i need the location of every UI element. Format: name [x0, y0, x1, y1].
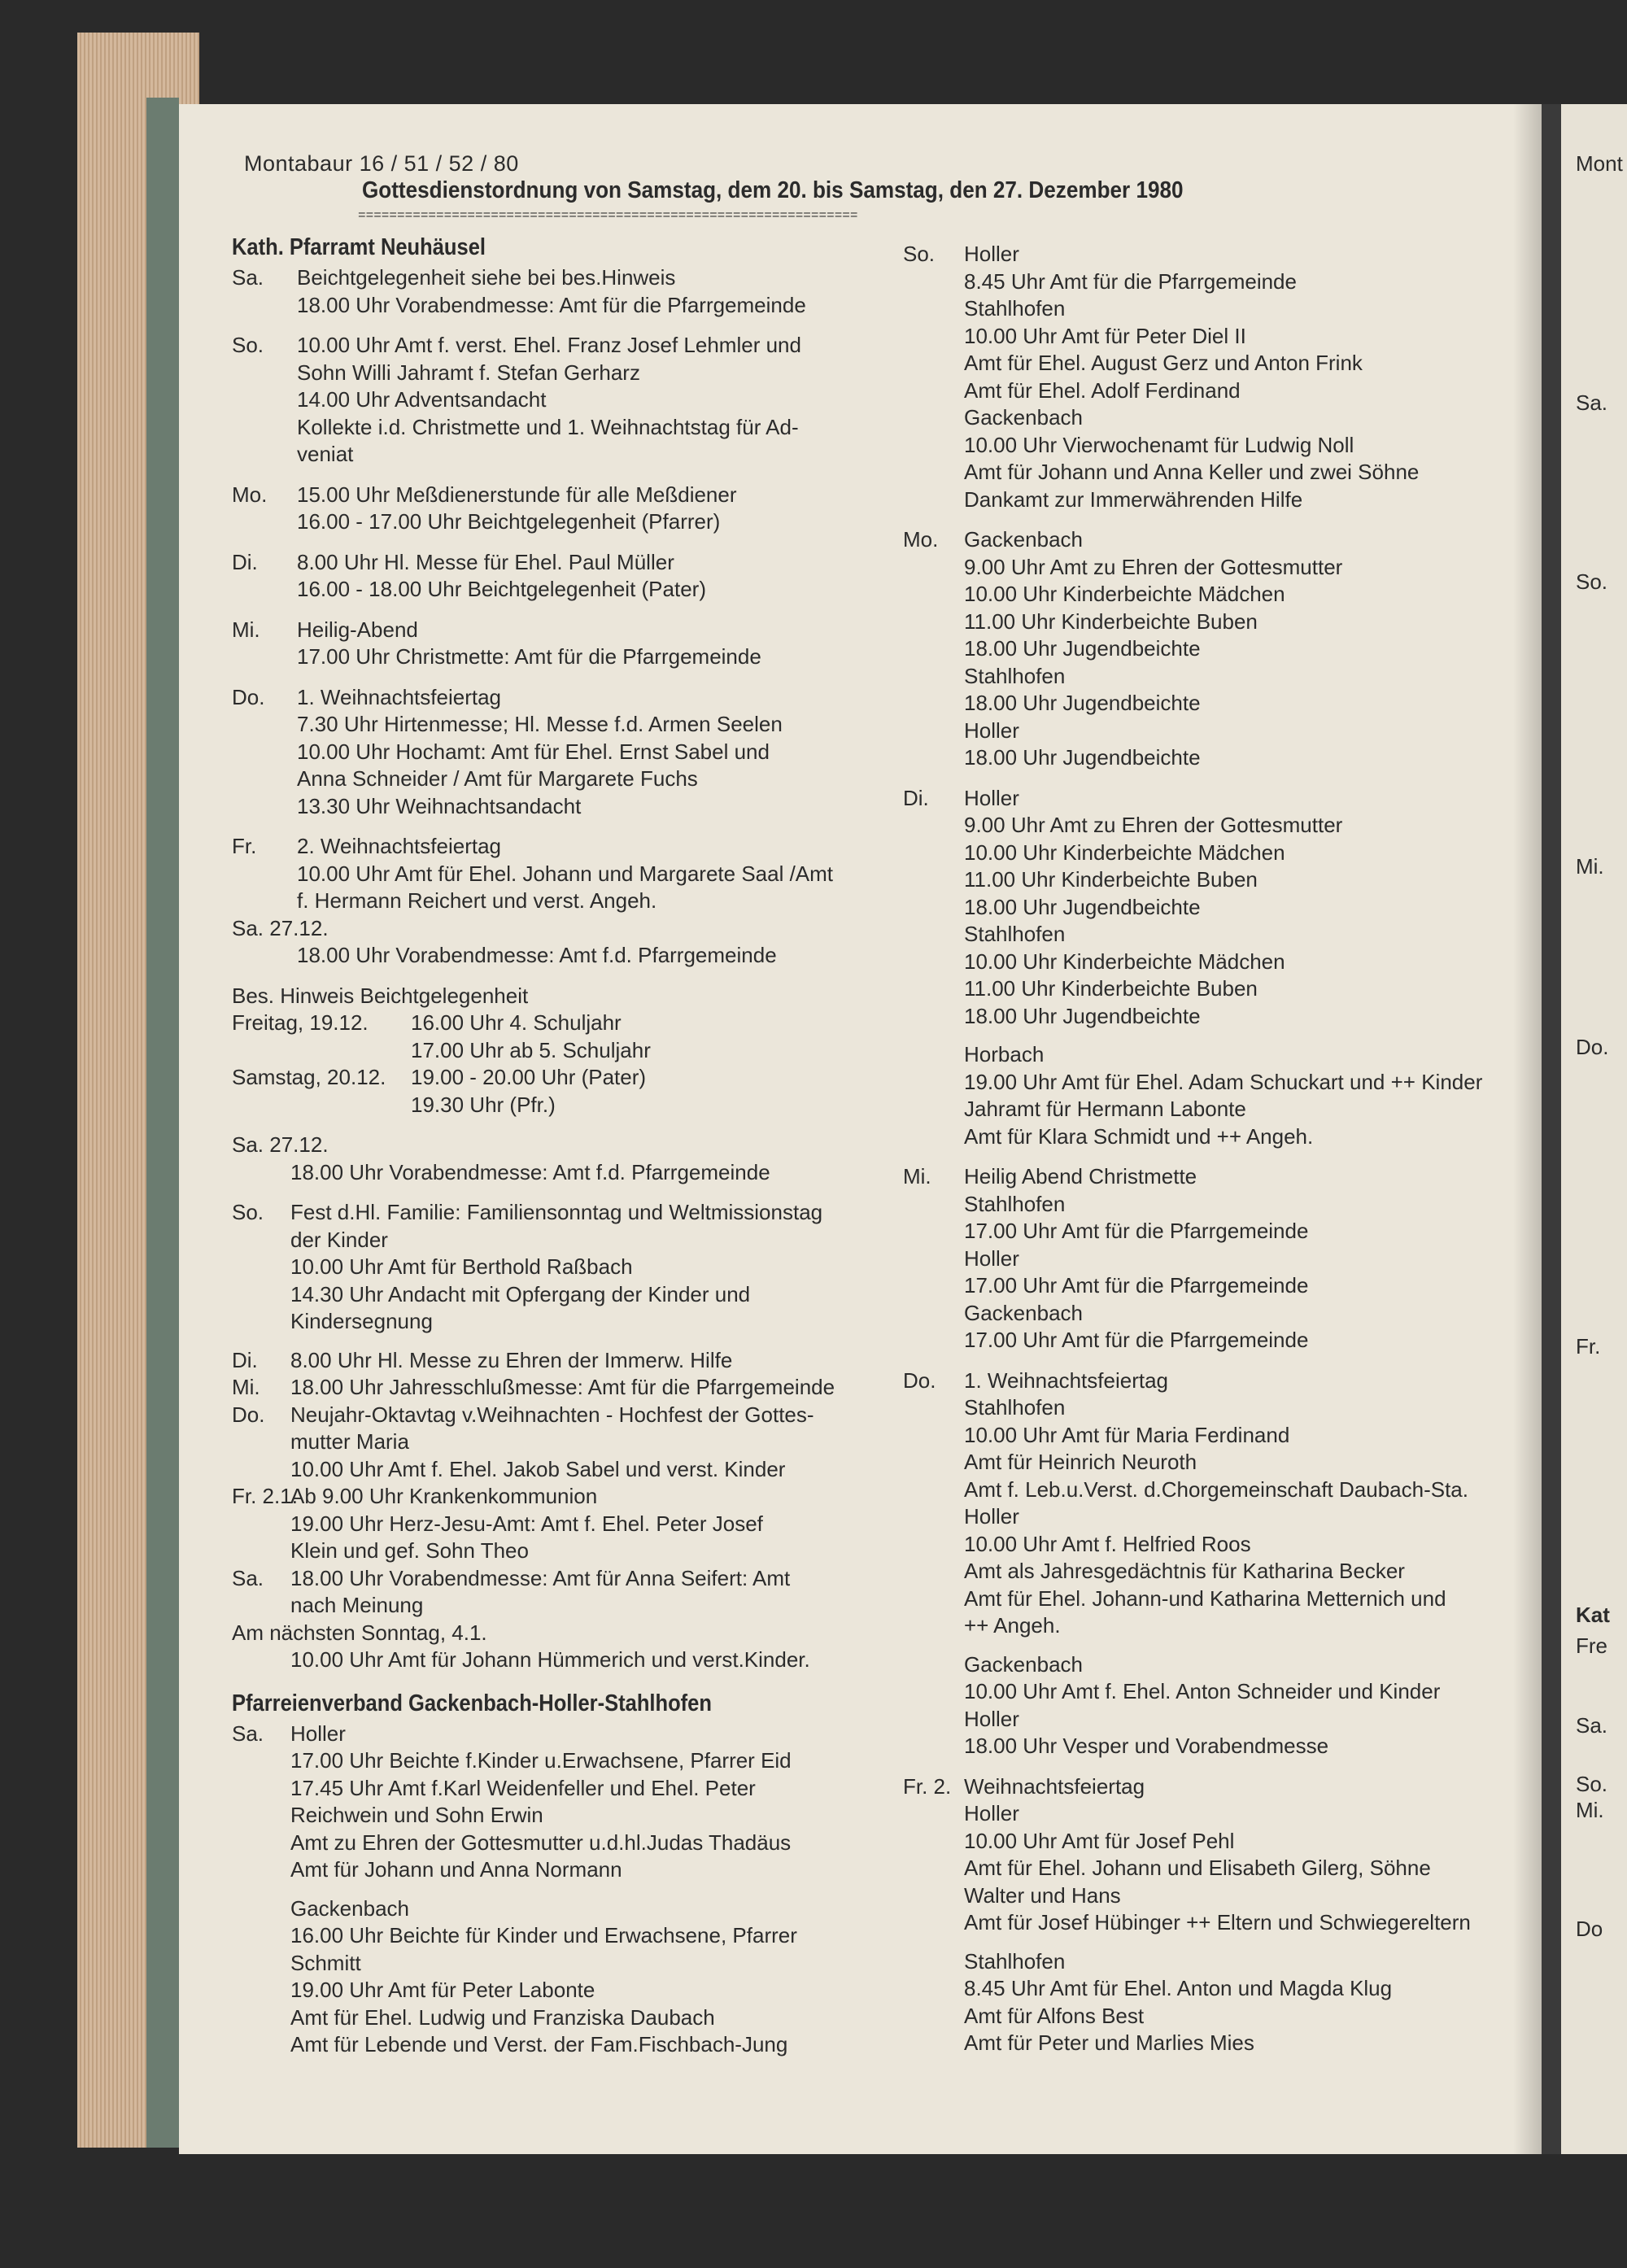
schedule-line: 1. Weihnachtsfeiertag — [964, 1367, 1168, 1393]
entry-lines — [964, 241, 1546, 513]
schedule-line: 15.00 Uhr Meßdienerstunde für alle Meßdiener — [297, 482, 737, 507]
day-label: Fr. — [232, 834, 257, 858]
schedule-line: 10.00 Uhr Amt für Ehel. Johann und Margarete Saal /Amt — [297, 861, 834, 886]
schedule-line: 7.30 Uhr Hirtenmesse; Hl. Messe f.d. Armen Seelen — [297, 712, 783, 736]
schedule-entry — [903, 785, 1546, 1151]
next-page-fragment: Fre — [1576, 1633, 1607, 1658]
schedule-line: Amt als Jahresgedächtnis für Katharina Becker — [964, 1559, 1405, 1583]
schedule-line: Holler — [964, 1245, 1019, 1271]
schedule-line: Amt für Ehel. August Gerz und Anton Frink — [964, 351, 1363, 375]
day-label: Sa. — [232, 265, 264, 290]
schedule-line: Amt für Lebende und Verst. der Fam.Fischbach-Jung — [290, 2032, 788, 2056]
schedule-line: Stahlhofen — [964, 1395, 1066, 1420]
day-label: Di. — [232, 549, 258, 574]
block-gap — [964, 1640, 1546, 1651]
schedule-line: Amt für Ehel. Johann-und Katharina Metternich und — [964, 1585, 1446, 1611]
schedule-line: Amt f. Leb.u.Verst. d.Chorgemeinschaft Daubach-Sta. — [964, 1476, 1468, 1502]
schedule-line: 18.00 Uhr Jugendbeichte — [964, 1003, 1201, 1028]
schedule-line: f. Hermann Reichert und verst. Angeh. — [297, 888, 657, 913]
schedule-entry — [232, 1199, 899, 1336]
schedule-line: 18.00 Uhr Vorabendmesse: Amt für Anna Seifert: Amt — [290, 1565, 791, 1590]
schedule-line: Amt für Johann und Anna Keller und zwei Söhne — [964, 460, 1420, 484]
schedule-line: Heilig-Abend — [297, 617, 418, 642]
schedule-line: 16.00 Uhr Beichte für Kinder und Erwachsene, Pfarrer — [290, 1923, 797, 1947]
schedule-line: Holler — [964, 1706, 1019, 1731]
schedule-line: Kindersegnung — [290, 1309, 433, 1333]
entry-lines — [297, 617, 899, 671]
schedule-line: 10.00 Uhr Amt für Maria Ferdinand — [964, 1422, 1290, 1447]
schedule-line: 10.00 Uhr Amt f. verst. Ehel. Franz Josef Lehmler und — [297, 333, 801, 357]
notice-label — [232, 1092, 411, 1119]
section-heading-pfarreienverband: Pfarreienverband Gackenbach-Holler-Stahlhofen — [232, 1690, 712, 1716]
notice-row — [232, 1064, 899, 1092]
next-page-fragment: Sa. — [1576, 1713, 1608, 1738]
schedule-line: 10.00 Uhr Vierwochenamt für Ludwig Noll — [964, 432, 1354, 457]
schedule-entry — [232, 1159, 899, 1187]
entry-lines — [297, 264, 899, 319]
entry-lines — [290, 1374, 899, 1402]
schedule-line: Holler — [964, 785, 1019, 810]
schedule-line: Amt für Ehel. Ludwig und Franziska Daubach — [290, 2004, 715, 2030]
schedule-line: Amt für Alfons Best — [964, 2003, 1145, 2028]
entry-lines — [297, 549, 899, 604]
next-page-fragment: Fr. — [1576, 1334, 1601, 1359]
bulletin-reference: Montabaur 16 / 51 / 52 / 80 — [244, 151, 519, 176]
schedule-line: Anna Schneider / Amt für Margarete Fuchs — [297, 766, 698, 791]
schedule-line: Amt für Josef Hübinger ++ Eltern und Schwiegereltern — [964, 1910, 1471, 1934]
schedule-line: 10.00 Uhr Kinderbeichte Mädchen — [964, 840, 1285, 865]
schedule-line: veniat — [297, 442, 354, 466]
entry-lines — [297, 482, 899, 536]
notice-text: 19.30 Uhr (Pfr.) — [411, 1092, 556, 1117]
schedule-line: Heilig Abend Christmette — [964, 1164, 1197, 1189]
day-label: Mi. — [903, 1164, 931, 1189]
book-gutter — [1542, 104, 1561, 2154]
schedule-entry — [232, 549, 899, 604]
schedule-line: 9.00 Uhr Amt zu Ehren der Gottesmutter — [964, 554, 1343, 579]
block-gap — [964, 1937, 1546, 1948]
schedule-entry — [232, 1646, 899, 1674]
schedule-line: Stahlhofen — [964, 296, 1066, 321]
schedule-line: 18.00 Uhr Jugendbeichte — [964, 745, 1201, 770]
schedule-line: 17.00 Uhr Amt für die Pfarrgemeinde — [964, 1219, 1309, 1243]
schedule-line: 14.30 Uhr Andacht mit Opfergang der Kinder und — [290, 1281, 751, 1306]
day-label: Mo. — [232, 482, 268, 507]
day-label: Do. — [232, 1402, 265, 1427]
day-label: Mi. — [232, 617, 260, 642]
schedule-line: Weihnachtsfeiertag — [964, 1773, 1145, 1799]
schedule-entry — [232, 617, 899, 671]
entry-lines — [964, 1367, 1546, 1760]
schedule-line: Amt für Ehel. Adolf Ferdinand — [964, 377, 1241, 403]
schedule-entry — [232, 264, 899, 319]
schedule-line: 10.00 Uhr Kinderbeichte Mädchen — [964, 949, 1285, 974]
notice-label — [232, 1037, 411, 1065]
schedule-entry — [232, 1721, 899, 2059]
left-column — [232, 234, 899, 2059]
day-label: Mi. — [232, 1375, 260, 1399]
pfarreienverband-schedule — [903, 241, 1546, 2057]
entry-lines — [297, 684, 899, 821]
schedule-line: Jahramt für Hermann Labonte — [964, 1097, 1246, 1121]
schedule-entry — [232, 1402, 899, 1484]
schedule-line: 10.00 Uhr Kinderbeichte Mädchen — [964, 582, 1285, 606]
schedule-line: 14.00 Uhr Adventsandacht — [297, 387, 547, 412]
next-sunday-label: Am nächsten Sonntag, 4.1. — [232, 1620, 487, 1645]
notice-text: 16.00 Uhr 4. Schuljahr — [411, 1010, 622, 1035]
entry-lines — [964, 526, 1546, 772]
notice-label: Freitag, 19.12. — [232, 1010, 369, 1035]
schedule-entry — [232, 942, 899, 970]
next-page-fragment: Do. — [1576, 1035, 1609, 1059]
schedule-line: 19.00 Uhr Amt für Peter Labonte — [290, 1978, 595, 2002]
schedule-line: Stahlhofen — [964, 663, 1066, 688]
right-column — [903, 241, 1546, 2057]
block-gap — [964, 1030, 1546, 1041]
schedule-line: Amt für Klara Schmidt und ++ Angeh. — [964, 1123, 1314, 1149]
schedule-line: nach Meinung — [290, 1593, 424, 1617]
day-label: So. — [232, 1200, 264, 1224]
entry-lines — [290, 1159, 899, 1187]
schedule-line: 10.00 Uhr Amt für Berthold Raßbach — [290, 1254, 633, 1279]
confession-notice — [232, 983, 899, 1119]
schedule-line: Kollekte i.d. Christmette und 1. Weihnachtstag für Ad- — [297, 414, 799, 439]
day-label: Mo. — [903, 527, 939, 552]
notice-row — [232, 1010, 899, 1037]
schedule-line: Gackenbach — [964, 1651, 1083, 1677]
entry-lines — [290, 1347, 899, 1375]
schedule-line: 8.45 Uhr Amt für Ehel. Anton und Magda Klug — [964, 1976, 1393, 2000]
day-label: Do. — [232, 684, 265, 709]
entry-lines — [964, 1163, 1546, 1354]
schedule-entry — [903, 241, 1546, 513]
schedule-line: Horbach — [964, 1042, 1045, 1066]
notice-text: 17.00 Uhr ab 5. Schuljahr — [411, 1037, 651, 1062]
schedule-line: Gackenbach — [964, 405, 1083, 430]
day-label: So. — [903, 242, 936, 266]
schedule-line: 17.45 Uhr Amt f.Karl Weidenfeller und Ehel. Peter — [290, 1775, 756, 1800]
schedule-line: Holler — [964, 717, 1019, 743]
schedule-entry — [232, 915, 899, 943]
schedule-line: Schmitt — [290, 1950, 361, 1975]
schedule-line: 10.00 Uhr Amt f. Ehel. Jakob Sabel und verst. Kinder — [290, 1456, 786, 1481]
schedule-line: Walter und Hans — [964, 1882, 1121, 1908]
schedule-line: Reichwein und Sohn Erwin — [290, 1803, 543, 1827]
page-title: Gottesdienstordnung von Samstag, dem 20. bis Samstag, den 27. Dezember 1980 — [362, 177, 1184, 203]
schedule-entry — [903, 1367, 1546, 1760]
schedule-line: 18.00 Uhr Vorabendmesse: Amt für die Pfarrgemeinde — [297, 292, 806, 317]
neuhaeusel-schedule-newyear — [232, 1347, 899, 1620]
schedule-line: 1. Weihnachtsfeiertag — [297, 684, 501, 709]
schedule-entry — [232, 1483, 899, 1565]
schedule-line: 17.00 Uhr Amt für die Pfarrgemeinde — [964, 1328, 1309, 1352]
schedule-line: 16.00 - 18.00 Uhr Beichtgelegenheit (Pater) — [297, 577, 706, 601]
entry-lines — [297, 833, 899, 915]
schedule-line: 17.00 Uhr Christmette: Amt für die Pfarrgemeinde — [297, 644, 761, 669]
day-label: Di. — [903, 785, 929, 810]
schedule-entry — [232, 482, 899, 536]
next-page-fragment: Mi. — [1576, 1798, 1604, 1822]
schedule-line: 10.00 Uhr Amt für Peter Diel II — [964, 323, 1246, 348]
day-label: Fr. 2.1. — [232, 1484, 298, 1508]
day-label: Sa. 27.12. — [232, 915, 329, 940]
schedule-line: Amt für Peter und Marlies Mies — [964, 2030, 1254, 2055]
schedule-line: Amt für Heinrich Neuroth — [964, 1450, 1197, 1474]
schedule-line: 18.00 Uhr Vorabendmesse: Amt f.d. Pfarrgemeinde — [297, 943, 777, 967]
schedule-line: 10.00 Uhr Amt für Josef Pehl — [964, 1828, 1235, 1853]
notice-title: Bes. Hinweis Beichtgelegenheit — [232, 983, 529, 1008]
schedule-line: Gackenbach — [964, 1300, 1083, 1325]
notice-text: 19.00 - 20.00 Uhr (Pater) — [411, 1065, 647, 1089]
schedule-line: Holler — [964, 1504, 1019, 1529]
entry-lines — [290, 1199, 899, 1336]
schedule-line: Fest d.Hl. Familie: Familiensonntag und Weltmissionstag — [290, 1200, 823, 1224]
entry-lines — [290, 1402, 899, 1484]
entry-lines — [964, 785, 1546, 1151]
schedule-line: Stahlhofen — [964, 922, 1066, 946]
schedule-line: 8.00 Uhr Hl. Messe für Ehel. Paul Müller — [297, 549, 674, 574]
schedule-line: Gackenbach — [290, 1895, 409, 1921]
schedule-line: 17.00 Uhr Beichte f.Kinder u.Erwachsene, Pfarrer Eid — [290, 1748, 792, 1773]
schedule-line: 19.00 Uhr Amt für Ehel. Adam Schuckart und ++ Kinder — [964, 1069, 1483, 1094]
schedule-line: 18.00 Uhr Vorabendmesse: Amt f.d. Pfarrgemeinde — [290, 1159, 770, 1184]
schedule-line: 16.00 - 17.00 Uhr Beichtgelegenheit (Pfarrer) — [297, 509, 721, 534]
schedule-line: 18.00 Uhr Jahresschlußmesse: Amt für die Pfarrgemeinde — [290, 1375, 835, 1399]
schedule-entry — [903, 1163, 1546, 1354]
schedule-line: 13.30 Uhr Weihnachtsandacht — [297, 793, 582, 818]
schedule-line: mutter Maria — [290, 1429, 409, 1454]
day-label: Sa. — [232, 1721, 264, 1746]
schedule-entry — [232, 1132, 899, 1159]
schedule-line: Gackenbach — [964, 527, 1083, 552]
schedule-line: Beichtgelegenheit siehe bei bes.Hinweis — [297, 265, 676, 290]
schedule-line: 2. Weihnachtsfeiertag — [297, 834, 501, 858]
schedule-line: Neujahr-Oktavtag v.Weihnachten - Hochfest der Gottes- — [290, 1402, 814, 1427]
day-label: Sa. 27.12. — [232, 1132, 329, 1157]
schedule-line: Stahlhofen — [964, 1191, 1066, 1216]
page-curve-shadow — [1513, 104, 1542, 2154]
schedule-line: 18.00 Uhr Jugendbeichte — [964, 894, 1201, 919]
schedule-line: Amt für Johann und Anna Normann — [290, 1857, 622, 1882]
schedule-line: 19.00 Uhr Herz-Jesu-Amt: Amt f. Ehel. Peter Josef — [290, 1511, 763, 1536]
schedule-entry — [232, 833, 899, 915]
section-heading-neuhaeusel: Kath. Pfarramt Neuhäusel — [232, 234, 486, 260]
schedule-entry — [232, 1374, 899, 1402]
day-label — [232, 1646, 290, 1674]
day-label — [232, 1159, 290, 1187]
schedule-line: 17.00 Uhr Amt für die Pfarrgemeinde — [964, 1273, 1309, 1298]
schedule-line: 18.00 Uhr Jugendbeichte — [964, 691, 1201, 715]
schedule-line: Ab 9.00 Uhr Krankenkommunion — [290, 1484, 598, 1508]
schedule-entry — [903, 526, 1546, 772]
schedule-line: 8.45 Uhr Amt für die Pfarrgemeinde — [964, 268, 1297, 294]
entry-lines — [297, 332, 899, 469]
entry-lines — [290, 1565, 899, 1620]
next-page-fragment: Kat — [1576, 1603, 1610, 1627]
day-label: Di. — [232, 1347, 258, 1372]
schedule-line: Stahlhofen — [964, 1948, 1066, 1974]
day-label: Fr. 2. — [903, 1773, 952, 1799]
schedule-line: 9.00 Uhr Amt zu Ehren der Gottesmutter — [964, 813, 1343, 837]
schedule-entry — [232, 1565, 899, 1620]
schedule-line: 10.00 Uhr Hochamt: Amt für Ehel. Ernst Sabel und — [297, 739, 770, 764]
notice-label: Samstag, 20.12. — [232, 1065, 386, 1089]
schedule-line: Dankamt zur Immerwährenden Hilfe — [964, 486, 1303, 512]
day-label: Sa. — [232, 1565, 264, 1590]
schedule-line: 10.00 Uhr Amt f. Helfried Roos — [964, 1531, 1251, 1556]
schedule-line: Holler — [290, 1721, 346, 1746]
next-page-fragment: Mont — [1576, 151, 1623, 176]
schedule-entry — [232, 1347, 899, 1375]
day-label: Do. — [903, 1367, 936, 1393]
notice-row — [232, 1037, 899, 1065]
entry-lines — [290, 1483, 899, 1565]
schedule-line: 11.00 Uhr Kinderbeichte Buben — [964, 608, 1258, 634]
schedule-entry — [232, 332, 899, 469]
schedule-entry — [903, 1773, 1546, 2057]
schedule-line: Holler — [964, 1801, 1019, 1825]
schedule-line: 8.00 Uhr Hl. Messe zu Ehren der Immerw. Hilfe — [290, 1347, 733, 1372]
next-page-fragment: So. — [1576, 569, 1608, 594]
schedule-line: Amt für Ehel. Johann und Elisabeth Gilerg, Söhne — [964, 1856, 1431, 1880]
next-page-fragment: Do — [1576, 1917, 1603, 1941]
neuhaeusel-schedule — [232, 264, 899, 915]
schedule-line: 10.00 Uhr Amt für Johann Hümmerich und verst.Kinder. — [290, 1647, 810, 1672]
schedule-line: ++ Angeh. — [964, 1613, 1061, 1638]
entry-lines — [964, 1773, 1546, 2057]
schedule-line: Amt zu Ehren der Gottesmutter u.d.hl.Judas Thadäus — [290, 1830, 792, 1855]
schedule-line: 18.00 Uhr Vesper und Vorabendmesse — [964, 1734, 1329, 1758]
schedule-entry — [232, 684, 899, 821]
schedule-line: 18.00 Uhr Jugendbeichte — [964, 636, 1201, 661]
day-label: So. — [232, 333, 264, 357]
next-page-fragment: So. — [1576, 1772, 1608, 1796]
next-page-fragment: Sa. — [1576, 390, 1608, 415]
next-page-edge — [1561, 104, 1627, 2154]
schedule-line: 11.00 Uhr Kinderbeichte Buben — [964, 867, 1258, 892]
schedule-line: 10.00 Uhr Amt f. Ehel. Anton Schneider und Kinder — [964, 1679, 1441, 1703]
neuhaeusel-schedule-next — [232, 1159, 899, 1336]
schedule-line: Holler — [964, 242, 1019, 266]
schedule-line: Sohn Willi Jahramt f. Stefan Gerharz — [297, 360, 640, 385]
day-label — [232, 942, 297, 970]
schedule-line: 11.00 Uhr Kinderbeichte Buben — [964, 976, 1258, 1001]
title-underline: ================================================================ — [358, 208, 858, 223]
schedule-line: der Kinder — [290, 1227, 388, 1252]
schedule-line: Klein und gef. Sohn Theo — [290, 1538, 529, 1563]
next-page-fragment: Mi. — [1576, 854, 1604, 879]
notice-row — [232, 1092, 899, 1119]
book-cover-strip — [146, 98, 179, 2148]
